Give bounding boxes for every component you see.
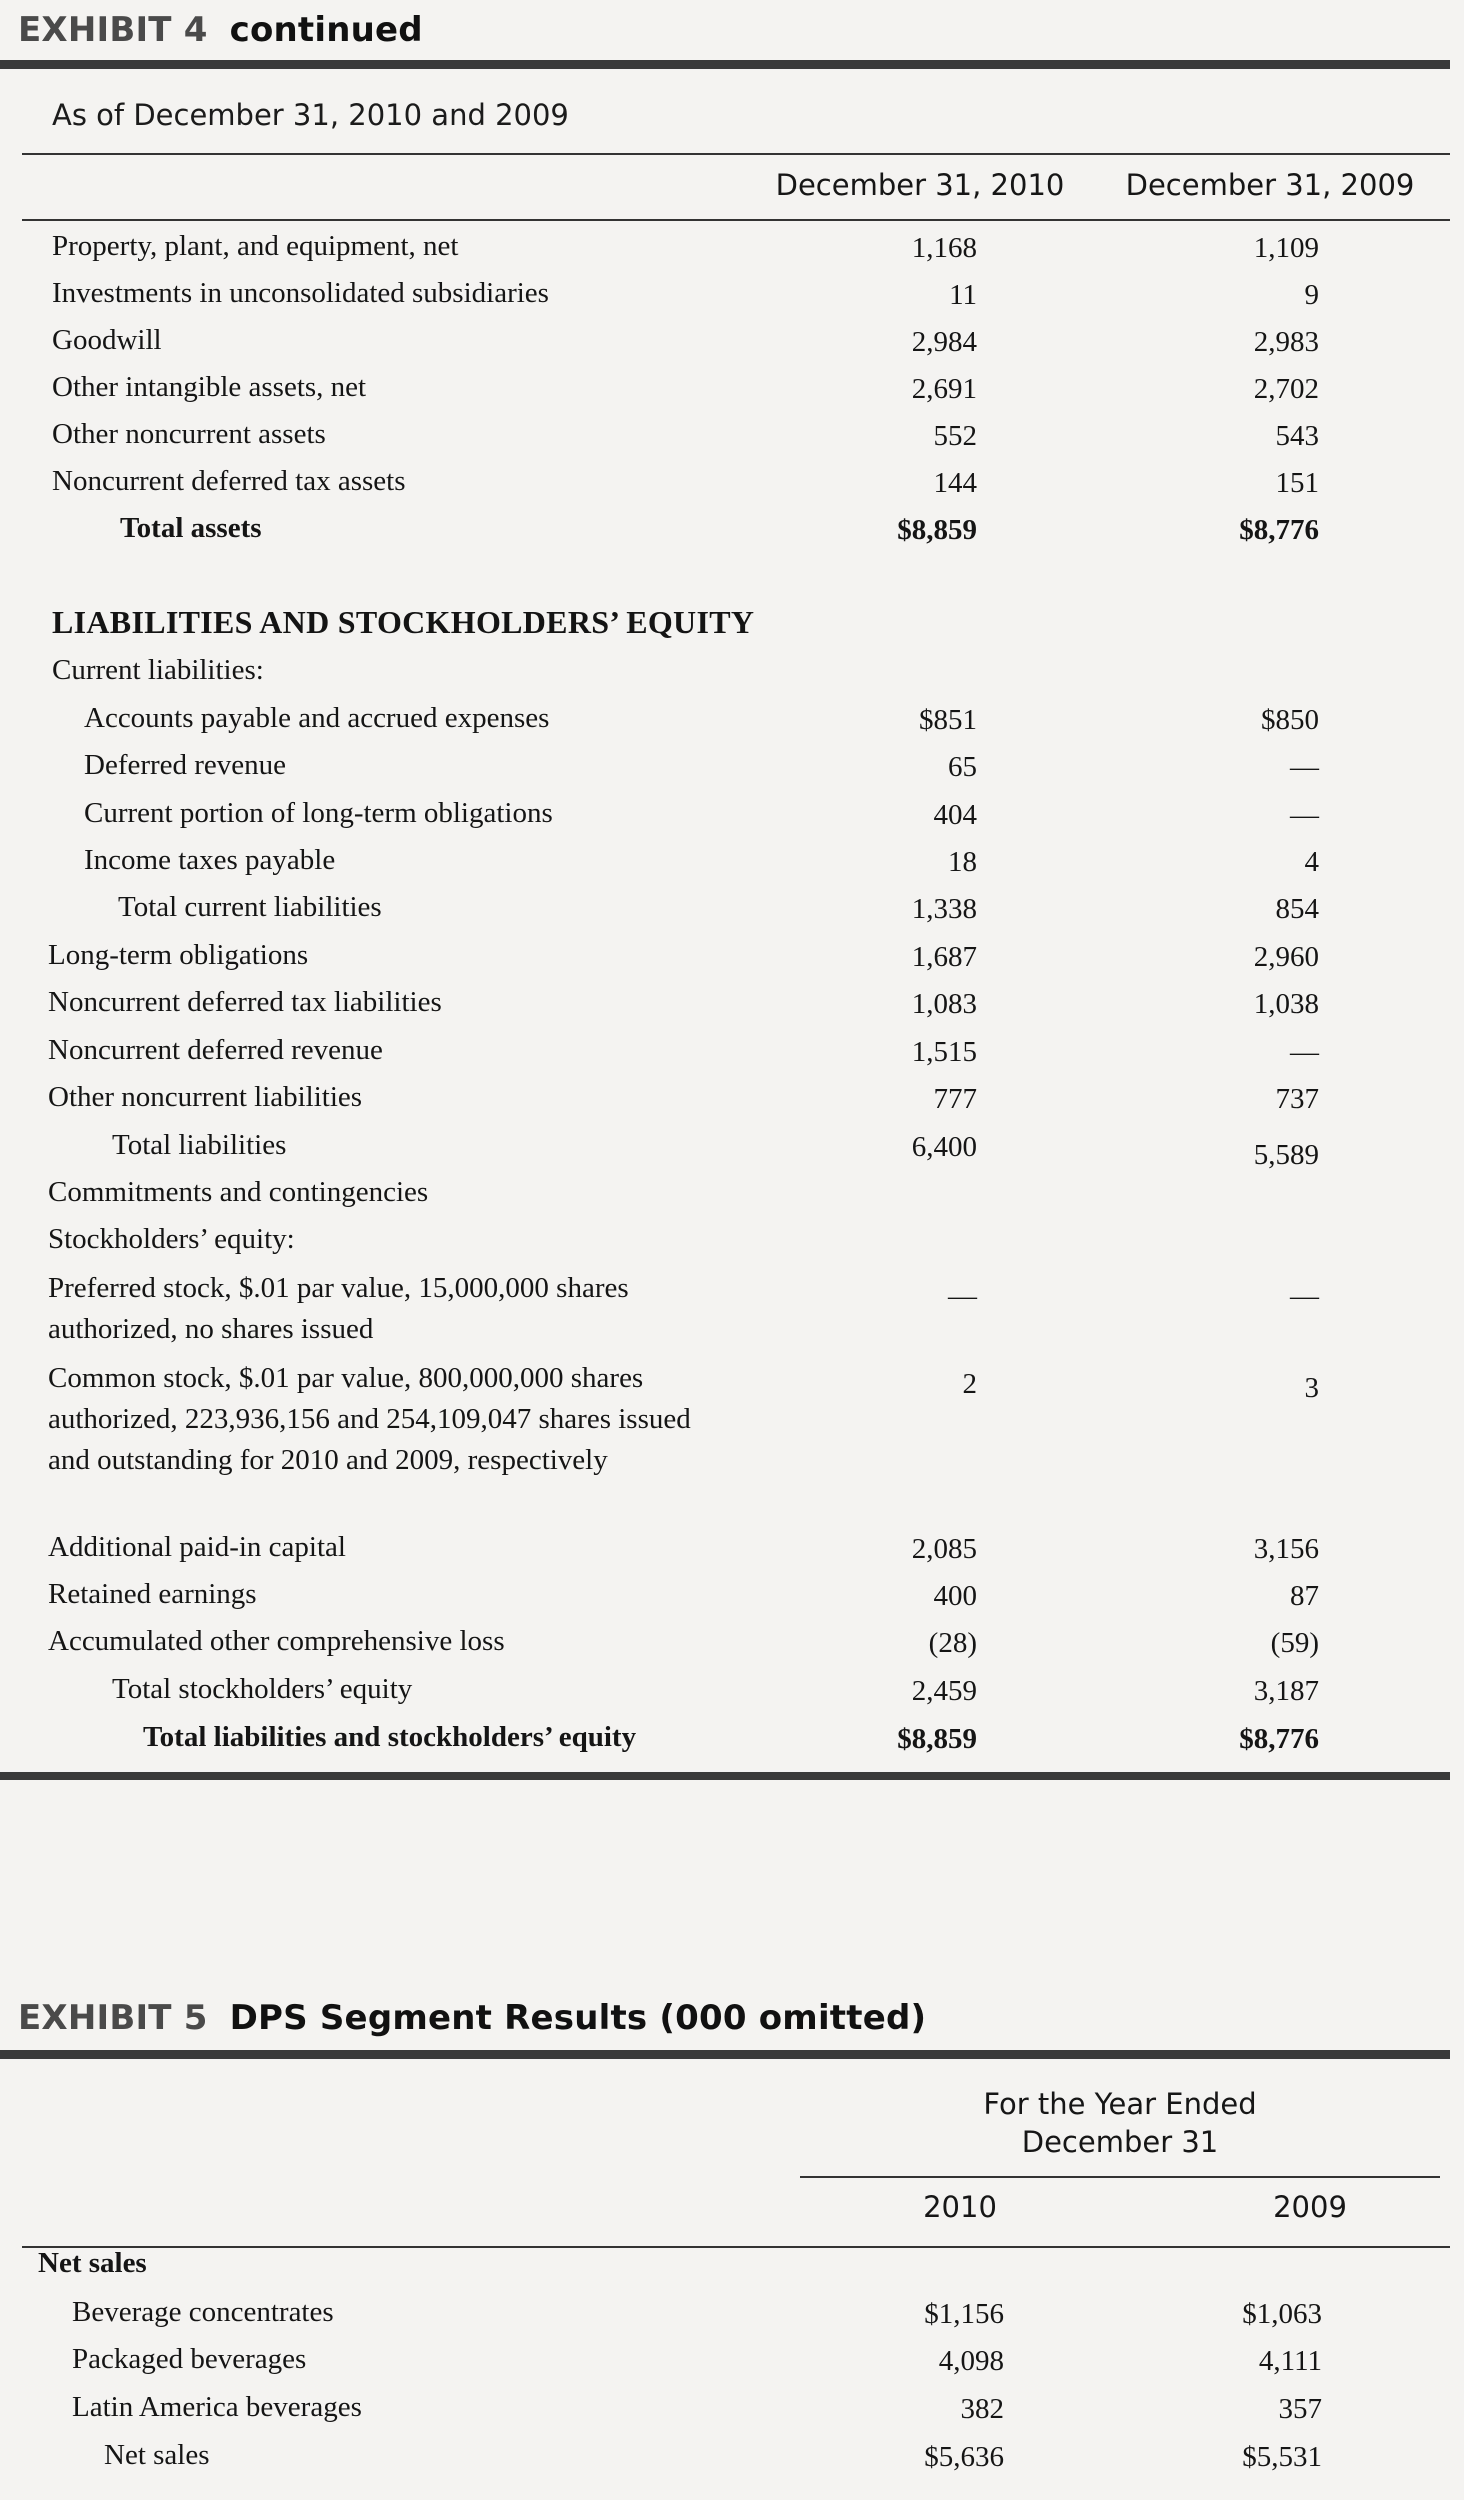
value-2010: $8,859 [897,514,977,546]
exhibit4-subtitle-rule [22,153,1450,155]
table-row [0,230,1464,278]
value-2009: 87 [1290,1580,1319,1612]
value-2010: 382 [960,2393,1004,2425]
value-2009: 2,983 [1253,326,1319,358]
row-label: Stockholders’ equity: [48,1223,295,1255]
row-label: Other noncurrent assets [52,418,326,450]
row-label: Deferred revenue [84,749,287,781]
row-label: Accounts payable and accrued expenses [84,702,550,734]
table-row [0,749,1464,797]
value-2010: 2 [962,1368,977,1400]
exhibit5-top-rule [0,2050,1450,2059]
value-2009: $8,776 [1239,1723,1319,1755]
exhibit5-period-header [800,2085,1440,2161]
value-2010: 11 [949,279,977,311]
row-label: Noncurrent deferred tax liabilities [48,986,442,1018]
net-sales-heading-row [0,2247,1464,2295]
value-2009: 1,038 [1253,988,1319,1020]
value-2010: $1,156 [924,2298,1004,2330]
exhibit5-heading [18,1998,926,2038]
table-row [0,1034,1464,1082]
value-2010: 2,085 [911,1533,977,1565]
exhibit4-header-rule [22,219,1450,221]
row-label: Total assets [120,512,262,544]
value-2009: 151 [1275,467,1319,499]
exhibit4-col-2010-header: December 31, 2010 [775,168,1065,202]
current-liabilities-label-row [0,654,1464,702]
row-label: Current portion of long-term obligations [84,797,553,829]
row-label: Income taxes payable [84,844,336,876]
value-2009: 854 [1275,893,1319,925]
table-row [0,986,1464,1034]
value-2009: 4 [1304,846,1319,878]
row-label: Goodwill [52,324,162,356]
value-2010: $5,636 [924,2441,1004,2473]
stockholders-equity-label-row [0,1223,1464,1271]
row-label: Net sales [104,2439,210,2471]
value-2009: — [1290,751,1319,783]
table-row [0,891,1464,939]
net-sales-total-row [0,2439,1464,2487]
table-row [0,1625,1464,1673]
value-2010: 1,168 [911,232,977,264]
row-label: Total current liabilities [118,891,382,923]
value-2010: 2,691 [911,373,977,405]
total-liabilities-equity-row [0,1721,1464,1769]
row-label: Current liabilities: [52,654,264,686]
total-assets-row [0,512,1464,560]
row-label: Total stockholders’ equity [112,1673,413,1705]
row-label: Common stock, $.01 par value, 800,000,000 shares authorized, 223,936,156 and 254,109,047 shares issued and outstanding for 2010 and 2009, respectively [48,1362,691,1476]
value-2009: 737 [1275,1083,1319,1115]
value-2009: 5,589 [1253,1139,1319,1171]
exhibit4-col-2009-header: December 31, 2009 [1125,168,1415,202]
table-row [0,939,1464,987]
value-2010: 400 [933,1580,977,1612]
row-label: Noncurrent deferred revenue [48,1034,383,1066]
row-label: Additional paid-in capital [48,1531,346,1563]
table-row [0,702,1464,750]
row-label: Investments in unconsolidated subsidiaries [52,277,549,309]
value-2010: — [948,1280,977,1312]
table-row [0,1081,1464,1129]
row-label: Total liabilities and stockholders’ equity [143,1721,637,1753]
row-label: Accumulated other comprehensive loss [48,1625,505,1657]
value-2009: — [1290,799,1319,831]
value-2010: 18 [948,846,977,878]
value-2010: 404 [933,799,977,831]
value-2010: 6,400 [911,1131,977,1163]
table-row [0,371,1464,419]
value-2009: — [1290,1280,1319,1312]
exhibit4-title: continued [229,10,423,50]
value-2010: $851 [919,704,977,736]
common-stock-row [0,1358,1464,1528]
value-2010: (28) [928,1627,977,1659]
value-2009: 3,187 [1253,1675,1319,1707]
table-row [0,1531,1464,1579]
value-2010: 4,098 [938,2345,1004,2377]
exhibit5-period-rule [800,2176,1440,2178]
value-2010: 552 [933,420,977,452]
period-header-line1: For the Year Ended [983,2087,1257,2121]
row-label: Preferred stock, $.01 par value, 15,000,000 shares authorized, no shares issued [48,1272,629,1345]
exhibit5-title: DPS Segment Results (000 omitted) [229,1998,927,2038]
table-row [0,324,1464,372]
value-2010: 1,338 [911,893,977,925]
value-2009: $850 [1261,704,1319,736]
value-2010: 144 [933,467,977,499]
row-label: Noncurrent deferred tax assets [52,465,406,497]
exhibit5-number: EXHIBIT 5 [18,1998,208,2038]
exhibit4-number: EXHIBIT 4 [18,10,208,50]
liabilities-equity-heading: LIABILITIES AND STOCKHOLDERS’ EQUITY [52,604,755,640]
table-row [0,465,1464,513]
value-2009: 2,960 [1253,941,1319,973]
value-2009: 3 [1304,1372,1319,1404]
value-2010: 1,515 [911,1036,977,1068]
value-2010: 2,984 [911,326,977,358]
value-2009: 543 [1275,420,1319,452]
row-label: Beverage concentrates [72,2296,334,2328]
exhibit4-subtitle: As of December 31, 2010 and 2009 [52,98,569,132]
value-2009: 2,702 [1253,373,1319,405]
value-2010: 2,459 [911,1675,977,1707]
table-row [0,418,1464,466]
table-row [0,1673,1464,1721]
row-label: Commitments and contingencies [48,1176,429,1208]
value-2010: $8,859 [897,1723,977,1755]
value-2009: — [1290,1036,1319,1068]
table-row [0,2343,1464,2391]
value-2009: 4,111 [1258,2345,1322,2377]
value-2010: 1,687 [911,941,977,973]
row-label: Packaged beverages [72,2343,307,2375]
value-2009: 1,109 [1253,232,1319,264]
value-2009: $5,531 [1242,2441,1322,2473]
row-label: Other intangible assets, net [52,371,367,403]
row-label: Other noncurrent liabilities [48,1081,363,1113]
table-row [0,844,1464,892]
row-label: Net sales [38,2247,147,2279]
value-2009: 9 [1304,279,1319,311]
value-2009: (59) [1270,1627,1319,1659]
table-row [0,1578,1464,1626]
row-label: Property, plant, and equipment, net [52,230,459,262]
value-2009: 357 [1278,2393,1322,2425]
value-2010: 777 [933,1083,977,1115]
exhibit5-col-2009-header: 2009 [1273,2190,1347,2224]
value-2010: 65 [948,751,977,783]
exhibit4-top-rule [0,60,1450,69]
commitments-row [0,1176,1464,1224]
preferred-stock-row [0,1268,1464,1358]
table-row [0,2296,1464,2344]
table-row [0,277,1464,325]
row-label: Latin America beverages [72,2391,362,2423]
value-2009: 3,156 [1253,1533,1319,1565]
table-row [0,1129,1464,1177]
exhibit5-col-2010-header: 2010 [923,2190,997,2224]
value-2009: $1,063 [1242,2298,1322,2330]
row-label: Long-term obligations [48,939,309,971]
row-label: Total liabilities [112,1129,287,1161]
exhibit4-bottom-rule [0,1772,1450,1780]
value-2010: 1,083 [911,988,977,1020]
period-header-line2: December 31 [1021,2125,1219,2159]
exhibit4-heading [18,10,423,50]
table-row [0,2391,1464,2439]
value-2009: $8,776 [1239,514,1319,546]
table-row [0,797,1464,845]
row-label: Retained earnings [48,1578,257,1610]
